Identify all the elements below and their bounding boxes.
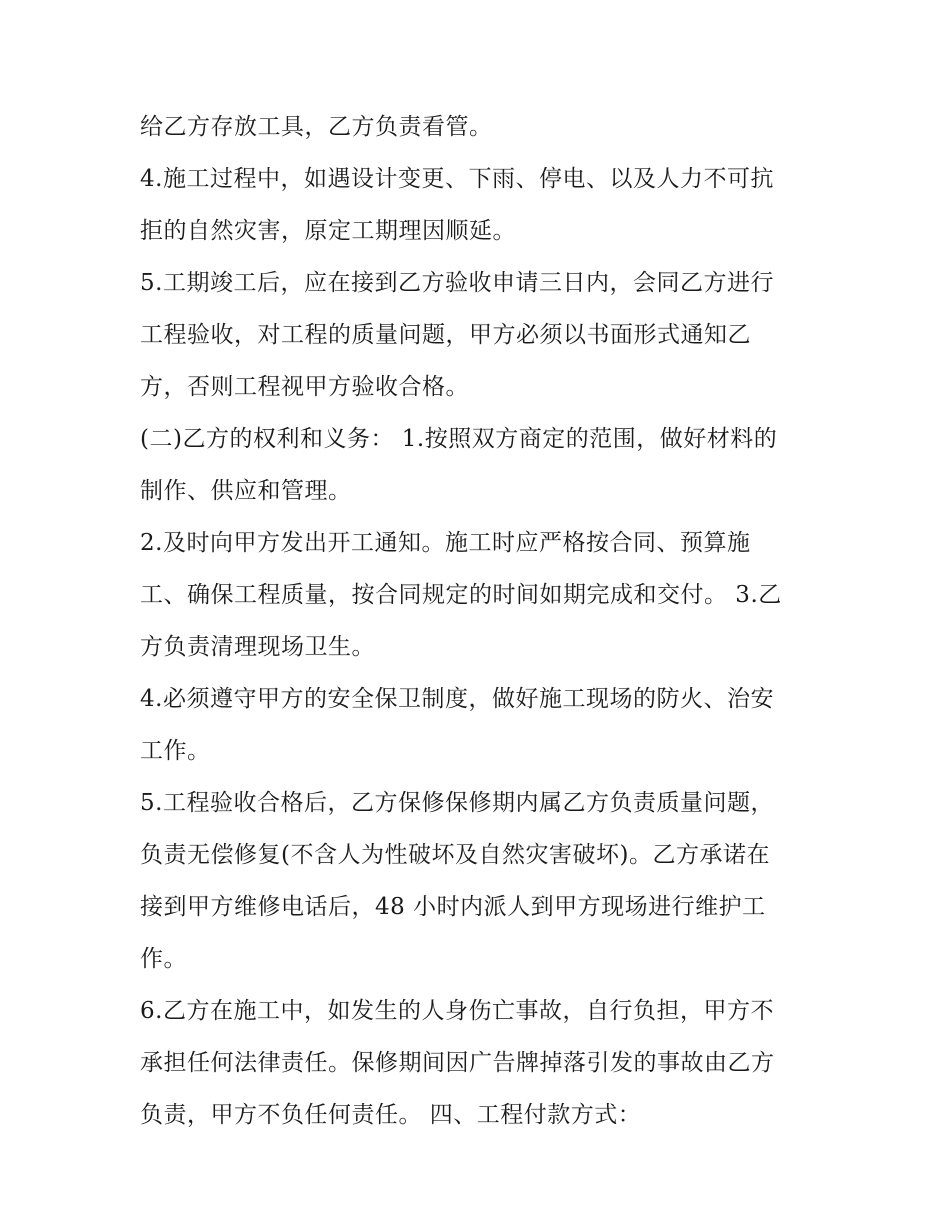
text-line: 方负责清理现场卫生。 (140, 634, 375, 660)
text-line: 工、确保工程质量，按合同规定的时间如期完成和交付。 3.乙 (140, 582, 782, 608)
text-line: 负责，甲方不负任何责任。 四、工程付款方式： (140, 1102, 642, 1128)
text-line: 4.必须遵守甲方的安全保卫制度，做好施工现场的防火、治安 (140, 686, 774, 712)
text-line: 4.施工过程中，如遇设计变更、下雨、停电、以及人力不可抗 (140, 166, 774, 192)
text-line: 负责无偿修复(不含人为性破坏及自然灾害破坏)。乙方承诺在 (140, 842, 770, 868)
text-line: 6.乙方在施工中，如发生的人身伤亡事故，自行负担，甲方不 (140, 998, 774, 1024)
text-line: 5.工期竣工后，应在接到乙方验收申请三日内，会同乙方进行 (140, 270, 774, 296)
text-line: 作。 (140, 946, 187, 972)
text-line: 2.及时向甲方发出开工通知。施工时应严格按合同、预算施 (140, 530, 751, 556)
text-line: 5.工程验收合格后，乙方保修保修期内属乙方负责质量问题， (140, 790, 774, 816)
text-line: 工程验收，对工程的质量问题，甲方必须以书面形式通知乙 (140, 322, 751, 348)
text-line: (二)乙方的权利和义务： 1.按照双方商定的范围，做好材料的 (140, 426, 778, 452)
text-line: 拒的自然灾害，原定工期理因顺延。 (140, 218, 516, 244)
text-line: 承担任何法律责任。保修期间因广告牌掉落引发的事故由乙方 (140, 1050, 775, 1076)
text-line: 接到甲方维修电话后，48 小时内派人到甲方现场进行维护工 (140, 894, 766, 920)
text-line: 工作。 (140, 738, 211, 764)
text-line: 制作、供应和管理。 (140, 478, 352, 504)
text-line: 给乙方存放工具，乙方负责看管。 (140, 114, 493, 140)
document-body (140, 107, 820, 1147)
text-line: 方，否则工程视甲方验收合格。 (140, 374, 469, 400)
